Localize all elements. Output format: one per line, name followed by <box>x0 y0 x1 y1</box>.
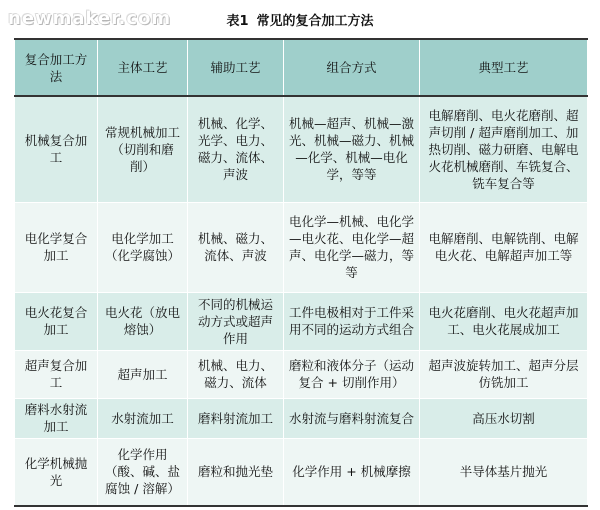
cell-combination: 电化学—机械、电化学—电火花、电化学—超声、电化学—磁力，等等 <box>284 202 420 292</box>
header-aux-process: 辅助工艺 <box>188 39 284 96</box>
cell-main-process: 电火花（放电熔蚀） <box>98 292 188 350</box>
cell-combination: 水射流与磨料射流复合 <box>284 398 420 438</box>
cell-aux-process: 磨粒和抛光垫 <box>188 438 284 506</box>
cell-method: 电化学复合加工 <box>15 202 98 292</box>
cell-method: 超声复合加工 <box>15 350 98 398</box>
cell-method: 化学机械抛光 <box>15 438 98 506</box>
table-row <box>15 438 588 506</box>
cell-main-process: 水射流加工 <box>98 398 188 438</box>
watermark-logo: newmaker.com <box>8 8 172 29</box>
table-row <box>15 202 588 292</box>
cell-main-process: 电化学加工（化学腐蚀） <box>98 202 188 292</box>
cell-typical-process: 电解磨削、电火花磨削、超声切削 / 超声磨削加工、加热切削、磁力研磨、电解电火花机械磨削、车铣复合、铣车复合等 <box>420 96 588 202</box>
table-row <box>15 292 588 350</box>
cell-aux-process: 机械、电力、磁力、流体 <box>188 350 284 398</box>
cell-method: 机械复合加工 <box>15 96 98 202</box>
cell-method: 电火花复合加工 <box>15 292 98 350</box>
header-main-process: 主体工艺 <box>98 39 188 96</box>
cell-aux-process: 磨料射流加工 <box>188 398 284 438</box>
cell-aux-process: 不同的机械运动方式或超声作用 <box>188 292 284 350</box>
cell-typical-process: 电解磨削、电解铣削、电解电火花、电解超声加工等 <box>420 202 588 292</box>
cell-main-process: 超声加工 <box>98 350 188 398</box>
cell-main-process: 化学作用（酸、碱、盐腐蚀 / 溶解） <box>98 438 188 506</box>
table-title <box>0 10 600 29</box>
cell-aux-process: 机械、磁力、流体、声波 <box>188 202 284 292</box>
cell-typical-process: 电火花磨削、电火花超声加工、电火花展成加工 <box>420 292 588 350</box>
cell-typical-process: 半导体基片抛光 <box>420 438 588 506</box>
header-typical-process: 典型工艺 <box>420 39 588 96</box>
cell-aux-process: 机械、化学、光学、电力、磁力、流体、声波 <box>188 96 284 202</box>
cell-combination: 磨粒和液体分子（运动复合 + 切削作用） <box>284 350 420 398</box>
table-header-row <box>15 39 588 96</box>
header-combination: 组合方式 <box>284 39 420 96</box>
cell-main-process: 常规机械加工（切削和磨削） <box>98 96 188 202</box>
table-caption: 常见的复合加工方法 <box>256 14 374 29</box>
table-number: 表1 <box>226 14 249 29</box>
cell-typical-process: 超声波旋转加工、超声分层仿铣加工 <box>420 350 588 398</box>
cell-combination: 机械—超声、机械—激光、机械—磁力、机械—化学、机械—电化学，等等 <box>284 96 420 202</box>
table-row <box>15 398 588 438</box>
cell-typical-process: 高压水切割 <box>420 398 588 438</box>
cell-combination: 化学作用 + 机械摩擦 <box>284 438 420 506</box>
cell-method: 磨料水射流加工 <box>15 398 98 438</box>
composite-machining-table <box>14 38 588 507</box>
cell-combination: 工件电极相对于工件采用不同的运动方式组合 <box>284 292 420 350</box>
table-row <box>15 350 588 398</box>
header-method: 复合加工方法 <box>15 39 98 96</box>
table-row <box>15 96 588 202</box>
